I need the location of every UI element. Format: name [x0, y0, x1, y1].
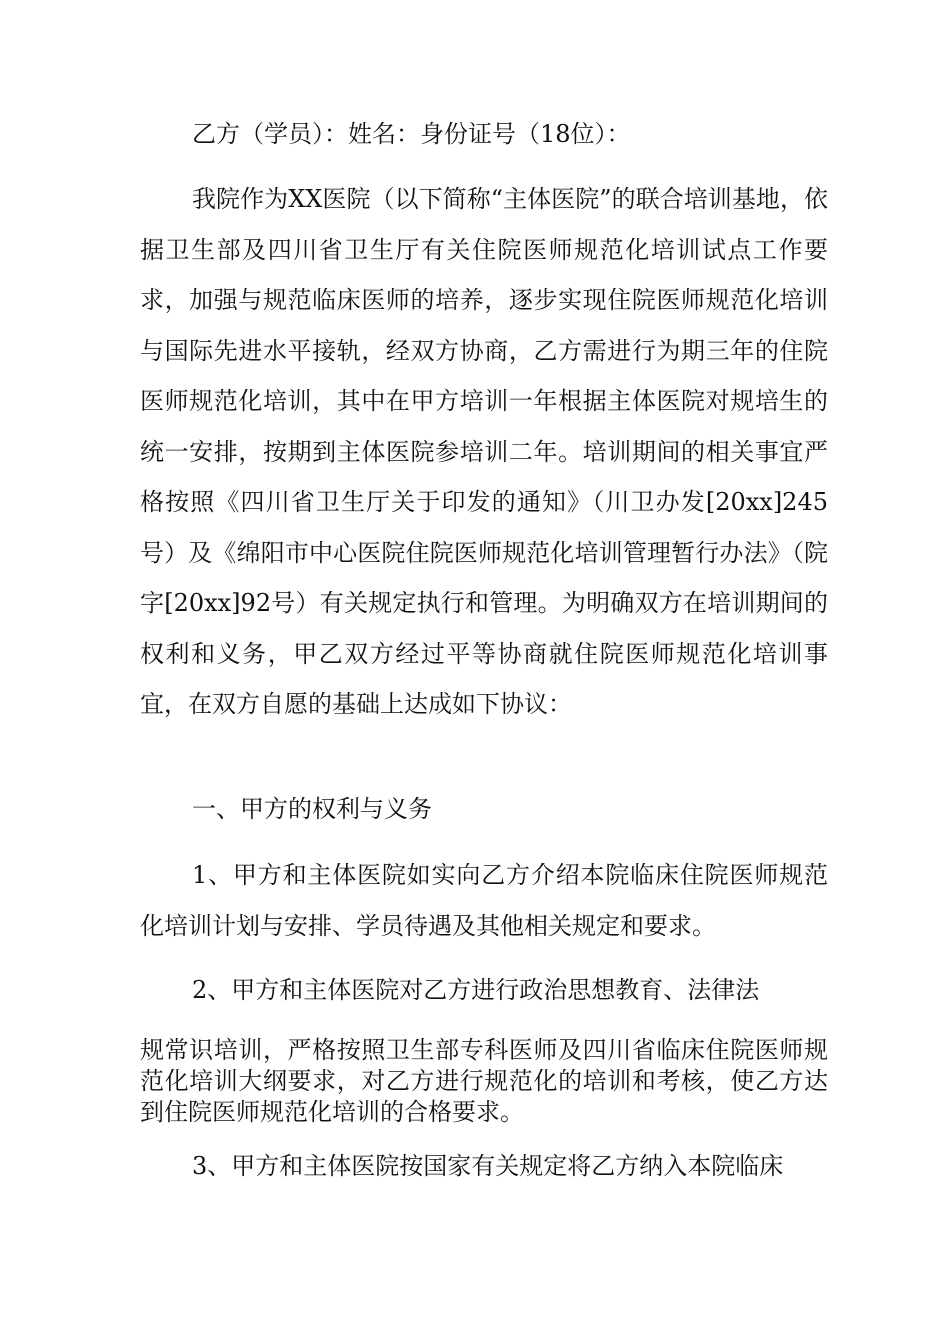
- trainee-info-line: 乙方（学员）：姓名：身份证号（18位）：: [192, 120, 631, 148]
- clause-item-2-first-line: 2、甲方和主体医院对乙方进行政治思想教育、法律法: [192, 976, 760, 1004]
- clause-item-1: 1、甲方和主体医院如实向乙方介绍本院临床住院医师规范化培训计划与安排、学员待遇及其他相关规定和要求。: [140, 861, 828, 940]
- intro-paragraph: 我院作为XX医院（以下简称“主体医院”的联合培训基地，依据卫生部及四川省卫生厅有关住院医师规范化培训试点工作要求，加强与规范临床医师的培养，逐步实现住院医师规范化培训与国际先进水平接轨，经双方协商，乙方需进行为期三年的住院医师规范化培训，其中在甲方培训一年根据主体医院对规培生的统一安排，按期到主体医院参培训二年。培训期间的相关事宜严格按照《四川省卫生厅关于印发的通知》（川卫办发[20xx]245号）及《绵阳市中心医院住院医师规范化培训管理暂行办法》（院字[20xx]92号）有关规定执行和管理。为明确双方在培训期间的权利和义务，甲乙双方经过平等协商就住院医师规范化培训事宜，在双方自愿的基础上达成如下协议：: [140, 185, 828, 718]
- clause-item-3: 3、甲方和主体医院按国家有关规定将乙方纳入本院临床: [192, 1152, 784, 1180]
- section-heading: 一、甲方的权利与义务: [192, 795, 432, 823]
- clause-item-2-continuation: 规常识培训，严格按照卫生部专科医师及四川省临床住院医师规范化培训大纲要求，对乙方进行规范化的培训和考核，使乙方达到住院医师规范化培训的合格要求。: [140, 1036, 828, 1126]
